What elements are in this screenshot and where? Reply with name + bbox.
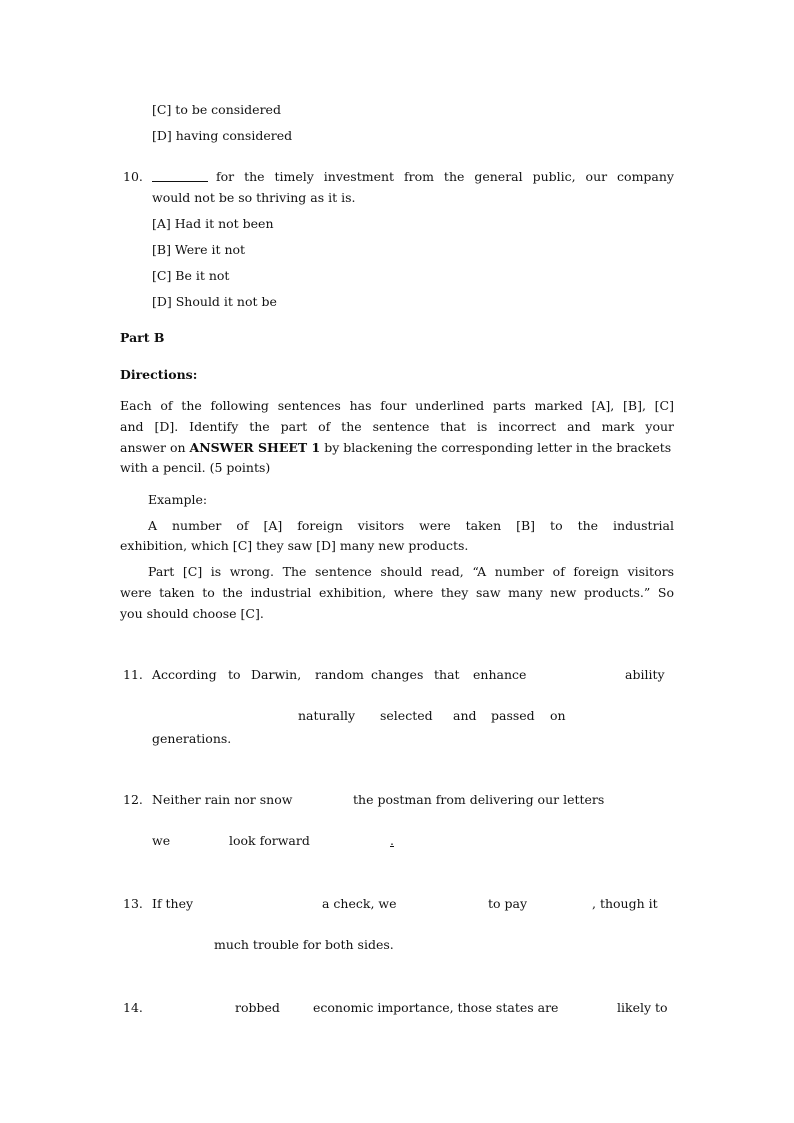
q11-line3: generations. (152, 731, 232, 746)
q11-number: 11. (123, 667, 143, 682)
directions-heading: Directions: (120, 367, 198, 382)
q12-line2-b: look forward (229, 833, 310, 848)
q11-word: ability (625, 667, 665, 682)
q11-word: passed (491, 708, 535, 723)
q14-c: likely to (617, 1000, 668, 1015)
answer-line-2: were taken to the industrial exhibition, where they saw many new products.” So (120, 585, 674, 600)
directions-line-3-b: by blackening the corresponding letter in the brackets (324, 440, 672, 455)
answer-line-1: Part [C] is wrong. The sentence should read, “A number of foreign visitors (148, 564, 674, 579)
q11-word: selected (380, 708, 433, 723)
q12-number: 12. (123, 792, 143, 807)
directions-line-1: Each of the following sentences has four underlined parts marked [A], [B], [C] (120, 398, 674, 413)
q11-word: enhance (473, 667, 527, 682)
q9-option-c: [C] to be considered (152, 102, 281, 117)
q10-line2: would not be so thriving as it is. (152, 190, 356, 205)
q14-number: 14. (123, 1000, 143, 1015)
q13-d: , though it (592, 896, 658, 911)
q13-line2: much trouble for both sides. (214, 937, 394, 952)
directions-line-3 (120, 440, 674, 455)
answer-line-3: you should choose [C]. (120, 606, 264, 621)
q11-word: on (550, 708, 566, 723)
q13-a: If they (152, 896, 194, 911)
q13-number: 13. (123, 896, 143, 911)
q12-line2-c: . (390, 833, 394, 848)
q11-word: changes (371, 667, 424, 682)
q10-option-b: [B] Were it not (152, 242, 246, 257)
q10-option-a: [A] Had it not been (152, 216, 274, 231)
q14-a: robbed (235, 1000, 280, 1015)
q9-option-d: [D] having considered (152, 128, 293, 143)
q11-word: naturally (298, 708, 356, 723)
q11-word: According (152, 667, 217, 682)
q10-option-d: [D] Should it not be (152, 294, 277, 309)
directions-line-4: with a pencil. (5 points) (120, 460, 271, 475)
example-line-2: exhibition, which [C] they saw [D] many new products. (120, 538, 469, 553)
q10-number: 10. (123, 169, 143, 184)
q10-line1: for the timely investment from the general public, our company (216, 169, 674, 184)
q10-option-c: [C] Be it not (152, 268, 230, 283)
q12-part1: Neither rain nor snow (152, 792, 293, 807)
answer-sheet-label: ANSWER SHEET 1 (189, 440, 321, 455)
q11-word: that (434, 667, 460, 682)
q10-blank (152, 169, 208, 185)
directions-line-2: and [D]. Identify the part of the sentence that is incorrect and mark your (120, 419, 674, 434)
q12-part2: the postman from delivering our letters (353, 792, 605, 807)
q11-word: to (228, 667, 241, 682)
q14-b: economic importance, those states are (313, 1000, 559, 1015)
part-b-heading: Part B (120, 330, 165, 345)
example-label: Example: (148, 492, 208, 507)
q11-word: and (453, 708, 477, 723)
directions-line-3-a: answer on (120, 440, 186, 455)
q13-c: to pay (488, 896, 528, 911)
example-line-1: A number of [A] foreign visitors were taken [B] to the industrial (148, 518, 674, 533)
q13-b: a check, we (322, 896, 397, 911)
q12-line2-a: we (152, 833, 171, 848)
q11-word: random (315, 667, 364, 682)
q11-word: Darwin, (251, 667, 302, 682)
